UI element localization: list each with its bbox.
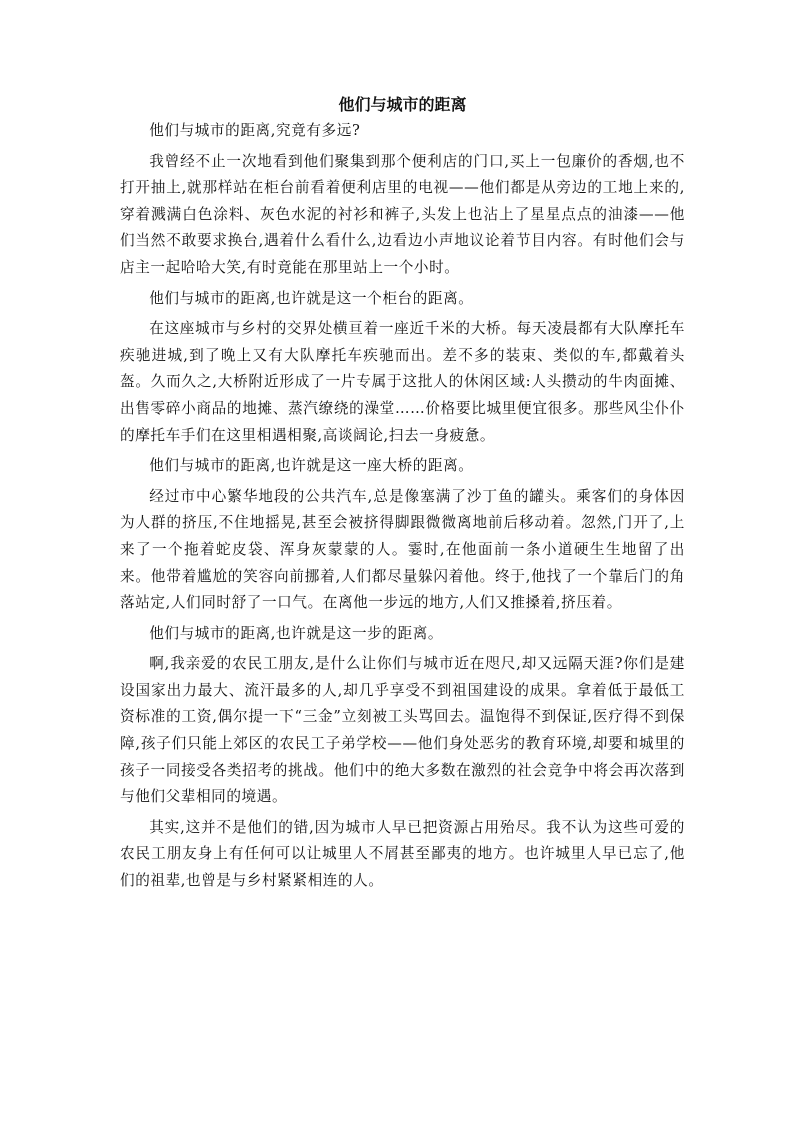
paragraph-4: 在这座城市与乡村的交界处横亘着一座近千米的大桥。每天凌晨都有大队摩托车疾驰进城,到了晚上又有大队摩托车疾驰而出。差不多的装束、类似的车,都戴着头盔。久而久之,大桥附近形成了一片专属于这批人的休闲区域:人头攒动的牛肉面摊、出售零碎小商品的地摊、蒸汽缭绕的澡堂……价格要比城里便宜很多。那些风尘仆仆的摩托车手们在这里相遇相聚,高谈阔论,扫去一身疲惫。: [120, 320, 685, 444]
paragraph-7: 他们与城市的距离,也许就是这一步的距离。: [149, 624, 444, 642]
document-page: [120, 96, 685, 895]
paragraph-6: 经过市中心繁华地段的公共汽车,总是像塞满了沙丁鱼的罐头。乘客们的身体因为人群的挤压,不住地摇晃,甚至会被挤得脚跟微微离地前后移动着。忽然,门开了,上来了一个拖着蛇皮袋、浑身灰蒙蒙的人。霎时,在他面前一条小道硬生生地留了出来。他带着尴尬的笑容向前挪着,人们都尽量躲闪着他。终于,他找了一个靠后门的角落站定,人们同时舒了一口气。在离他一步远的地方,人们又推搡着,挤压着。: [120, 487, 685, 612]
paragraph-9: 其实,这并不是他们的错,因为城市人早已把资源占用殆尽。我不认为这些可爱的农民工朋友身上有任何可以让城里人不屑甚至鄙夷的地方。也许城里人早已忘了,他们的祖辈,也曾是与乡村紧紧相连的人。: [120, 818, 685, 890]
paragraph-2: 我曾经不止一次地看到他们聚集到那个便利店的门口,买上一包廉价的香烟,也不打开抽上,就那样站在柜台前看着便利店里的电视——他们都是从旁边的工地上来的,穿着溅满白色涂料、灰色水泥的衬衫和裤子,头发上也沾上了星星点点的油漆——他们当然不敢要求换台,遇着什么看什么,边看边小声地议论着节目内容。有时他们会与店主一起哈哈大笑,有时竟能在那里站上一个小时。: [120, 152, 685, 276]
paragraph-5: 他们与城市的距离,也许就是这一座大桥的距离。: [149, 457, 474, 475]
paragraph-3: 他们与城市的距离,也许就是这一个柜台的距离。: [149, 289, 474, 307]
document-title: 他们与城市的距离: [338, 95, 467, 114]
paragraph-8: 啊,我亲爱的农民工朋友,是什么让你们与城市近在咫尺,却又远隔天涯?你们是建设国家出力最大、流汗最多的人,却几乎享受不到祖国建设的成果。拿着低于最低工资标准的工资,偶尔提一下“三金”立刻被工头骂回去。温饱得不到保证,医疗得不到保障,孩子们只能上郊区的农民工子弟学校——他们身处恶劣的教育环境,却要和城里的孩子一同接受各类招考的挑战。他们中的绝大多数在激烈的社会竞争中将会再次落到与他们父辈相同的境遇。: [120, 655, 685, 806]
paragraph-1: 他们与城市的距离,究竟有多远?: [149, 122, 361, 139]
